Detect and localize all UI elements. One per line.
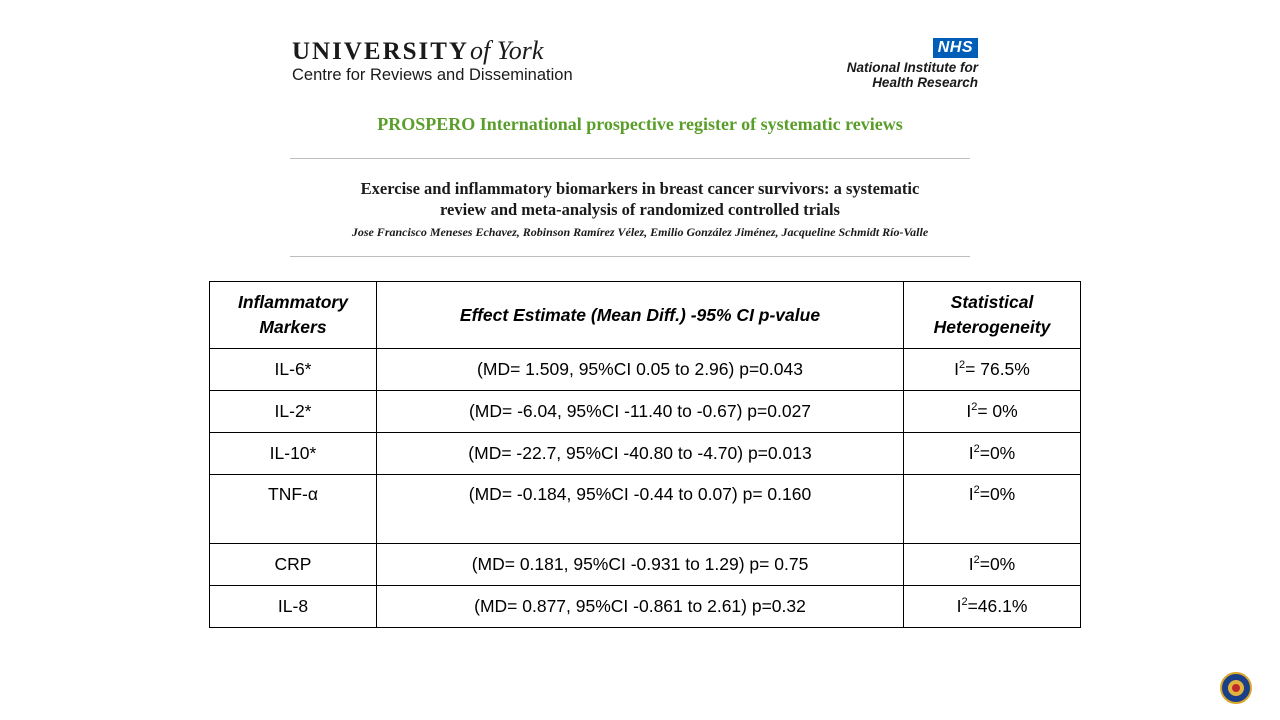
marker-cell: IL-10* [210, 433, 377, 475]
nihr-line2: Health Research [872, 75, 978, 90]
effect-cell: (MD= 1.509, 95%CI 0.05 to 2.96) p=0.043 [377, 349, 904, 391]
york-centre-name: Centre for Reviews and Dissemination [292, 66, 573, 84]
heterogeneity-cell: $I^2=0\%$ [904, 544, 1081, 586]
table-row [210, 544, 1081, 586]
heterogeneity-cell: $I^2= 0\%$ [904, 391, 1081, 433]
header-markers: Inflammatory Markers [210, 282, 377, 349]
university-seal-icon [1220, 672, 1252, 704]
header-effect: Effect Estimate (Mean Diff.) -95% CI p-value [377, 282, 904, 349]
paper-header [280, 28, 1000, 268]
table-row [210, 586, 1081, 628]
table-row [210, 433, 1081, 475]
nihr-line1: National Institute for [846, 60, 978, 75]
table-row [210, 475, 1081, 544]
effect-cell: (MD= -0.184, 95%CI -0.44 to 0.07) p= 0.160 [377, 475, 904, 544]
heterogeneity-cell: $I^2=0\%$ [904, 475, 1081, 544]
header-divider-top [290, 158, 970, 159]
heterogeneity-cell: $I^2= 76.5\%$ [904, 349, 1081, 391]
paper-authors: Jose Francisco Meneses Echavez, Robinson Ramírez Vélez, Emilio González Jiménez, Jacqueline Schmidt Río-Valle [351, 225, 929, 239]
effect-cell: (MD= -22.7, 95%CI -40.80 to -4.70) p=0.013 [377, 433, 904, 475]
marker-cell: TNF-α [210, 475, 377, 544]
effect-cell: (MD= 0.181, 95%CI -0.931 to 1.29) p= 0.75 [377, 544, 904, 586]
effect-cell: (MD= 0.877, 95%CI -0.861 to 2.61) p=0.32 [377, 586, 904, 628]
nhs-nihr-logo [847, 38, 978, 90]
heterogeneity-cell: $I^2=46.1\%$ [904, 586, 1081, 628]
marker-cell: CRP [210, 544, 377, 586]
marker-cell: IL-2* [210, 391, 377, 433]
effect-cell: (MD= -6.04, 95%CI -11.40 to -0.67) p=0.027 [377, 391, 904, 433]
table-row [210, 349, 1081, 391]
table-row [210, 391, 1081, 433]
paper-title-line1: Exercise and inflammatory biomarkers in breast cancer survivors: a systematic [360, 179, 920, 198]
university-of-york-logo [292, 36, 573, 85]
york-of-york-word: of York [469, 36, 544, 65]
nhs-badge: NHS [933, 38, 978, 58]
paper-title-line2: review and meta-analysis of randomized controlled trials [440, 200, 840, 219]
marker-cell: IL-6* [210, 349, 377, 391]
header-heterogeneity: Statistical Heterogeneity [904, 282, 1081, 349]
marker-cell: IL-8 [210, 586, 377, 628]
york-university-word: UNIVERSITY [292, 38, 469, 65]
table-header-row [210, 282, 1081, 349]
header-divider-bottom [290, 256, 970, 257]
prospero-register-title: PROSPERO International prospective register of systematic reviews [377, 114, 903, 134]
heterogeneity-cell: $I^2=0\%$ [904, 433, 1081, 475]
paper-title [280, 178, 1000, 220]
results-table [209, 281, 1081, 628]
